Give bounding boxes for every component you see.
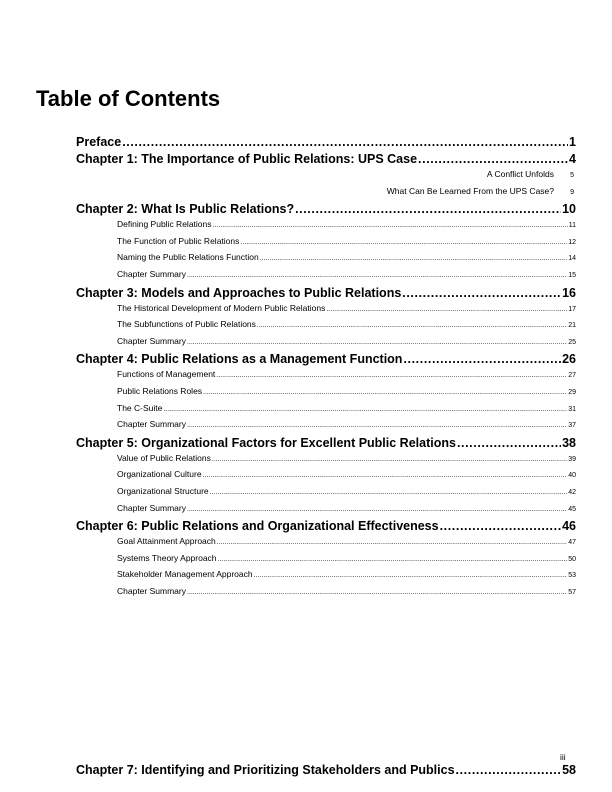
dot-leader [218,554,568,566]
toc-entry-page: 47 [568,539,576,547]
toc-entry-page: 31 [568,405,576,413]
toc-section-entry[interactable] [76,452,576,469]
toc-section-entry[interactable] [76,502,576,519]
toc-entry-page: 4 [569,152,576,166]
toc-section-entry[interactable] [76,585,576,602]
toc-entry-page: 12 [568,238,576,246]
toc-entry-label: Chapter 2: What Is Public Relations? [76,202,295,217]
toc-entry-label: Naming the Public Relations Function [117,252,259,263]
toc-chapter-entry[interactable] [76,435,576,452]
toc-entry-label: Chapter Summary [117,419,186,430]
toc-chapter-entry[interactable] [76,518,576,535]
toc-entry-page: 46 [562,519,576,534]
toc-chapter-entry[interactable] [76,285,576,302]
toc-entry-label: Chapter 4: Public Relations as a Management Function [76,352,403,367]
toc-entry-page: 10 [562,202,576,217]
toc-entry-label: The Subfunctions of Public Relations [117,319,256,330]
toc-entry-label: A Conflict Unfolds [486,169,554,179]
dot-leader [163,404,567,416]
toc-entry-page: 29 [568,388,576,396]
dot-leader [122,134,568,150]
dot-leader [402,285,561,301]
toc-entry-label: Chapter 6: Public Relations and Organizational Effectiveness [76,519,439,534]
dot-leader [457,435,561,451]
toc-section-entry[interactable] [76,302,576,319]
toc-section-entry[interactable] [76,418,576,435]
dot-leader [403,351,561,367]
toc-entry-page: 39 [568,455,576,463]
dot-leader [260,253,567,265]
toc-section-entry[interactable] [76,552,576,569]
toc-section-entry[interactable] [76,485,576,502]
page-title: Table of Contents [36,86,221,111]
dot-leader [187,270,567,282]
toc-entry-label: The C-Suite [117,402,163,413]
toc-entry-label: Preface [76,135,122,149]
toc-entry-label: Chapter 3: Models and Approaches to Public Relations [76,285,402,300]
toc-entry-label: Defining Public Relations [117,219,212,230]
toc-entry-page: 14 [568,255,576,263]
toc-entry-page: 45 [568,505,576,513]
dot-leader [203,470,568,482]
toc-entry-page: 38 [562,435,576,450]
toc-section-entry[interactable] [76,535,576,552]
dot-leader [213,220,568,232]
toc-chapter-entry[interactable] [76,151,576,168]
dot-leader [187,504,567,516]
toc-entry-page: 40 [568,472,576,480]
toc-entry-label: What Can Be Learned From the UPS Case? [386,185,554,196]
dot-leader [187,420,567,432]
toc-entry-label: Chapter Summary [117,502,186,513]
toc-entry-label: The Historical Development of Modern Public Relations [117,302,326,313]
toc-entry-page: 15 [568,271,576,279]
toc-entry-page: 11 [568,222,576,230]
toc-entry-page: 26 [562,352,576,367]
toc-entry-label: Chapter Summary [117,335,186,346]
toc-subsection-entry[interactable] [76,185,576,202]
dot-leader [254,570,568,582]
dot-leader [418,151,568,167]
toc-entry-label: Organizational Structure [117,485,209,496]
toc-section-entry[interactable] [76,251,576,268]
toc-entry-page: 57 [568,588,576,596]
toc-entry-label: Systems Theory Approach [117,552,217,563]
toc-chapter-entry[interactable] [76,351,576,368]
toc-entry-page: 25 [568,338,576,346]
toc-entry-label: Public Relations Roles [117,385,203,396]
toc-entry-page: 58 [562,763,576,777]
dot-leader [212,454,567,466]
toc-entry-page: 1 [569,135,576,149]
toc-list [76,134,576,601]
toc-entry-label: Stakeholder Management Approach [117,569,253,580]
toc-subsection-entry[interactable] [76,168,576,185]
dot-leader [210,487,568,499]
toc-section-entry[interactable] [76,235,576,252]
toc-entry-page: 21 [568,322,576,330]
toc-section-entry[interactable] [76,335,576,352]
toc-entry-page: 42 [568,488,576,496]
dot-leader [240,237,567,249]
toc-section-entry[interactable] [76,402,576,419]
toc-entry-label: Chapter 1: The Importance of Public Relations: UPS Case [76,152,418,166]
toc-entry-page: 5 [570,172,574,179]
dot-leader [326,304,567,316]
toc-entry-page: 9 [570,188,574,196]
toc-entry-label: Goal Attainment Approach [117,536,216,547]
toc-section-entry[interactable] [76,318,576,335]
dot-leader [257,320,567,332]
toc-entry-label: The Function of Public Relations [117,235,240,246]
toc-entry-label: Chapter 7: Identifying and Prioritizing Stakeholders and Publics [76,763,455,777]
dot-leader [440,518,562,534]
toc-entry-page: 27 [568,372,576,380]
toc-entry-page: 37 [568,422,576,430]
toc-chapter-entry-continued[interactable] [76,762,576,779]
toc-entry-page: 50 [568,555,576,563]
toc-section-entry[interactable] [76,568,576,585]
toc-entry-label: Chapter Summary [117,268,186,279]
toc-section-entry[interactable] [76,218,576,235]
toc-entry-label: Chapter Summary [117,585,186,596]
toc-entry-label: Organizational Culture [117,469,202,480]
toc-entry-page: 16 [562,285,576,300]
page-number: iii [560,752,566,762]
dot-leader [187,337,567,349]
toc-section-entry[interactable] [76,268,576,285]
toc-entry-page: 53 [568,572,576,580]
toc-chapter-entry[interactable] [76,201,576,218]
toc-section-entry[interactable] [76,368,576,385]
toc-entry-label: Value of Public Relations [117,452,211,463]
toc-entry-page: 17 [568,305,576,313]
dot-leader [216,370,567,382]
dot-leader [456,762,562,778]
dot-leader [187,587,567,599]
toc-section-entry[interactable] [76,385,576,402]
toc-entry-label: Chapter 5: Organizational Factors for Excellent Public Relations [76,435,456,450]
dot-leader [217,537,567,549]
toc-entry-label: Functions of Management [117,369,216,380]
dot-leader [295,201,561,217]
toc-chapter-entry[interactable] [76,134,576,151]
toc-section-entry[interactable] [76,468,576,485]
dot-leader [203,387,567,399]
